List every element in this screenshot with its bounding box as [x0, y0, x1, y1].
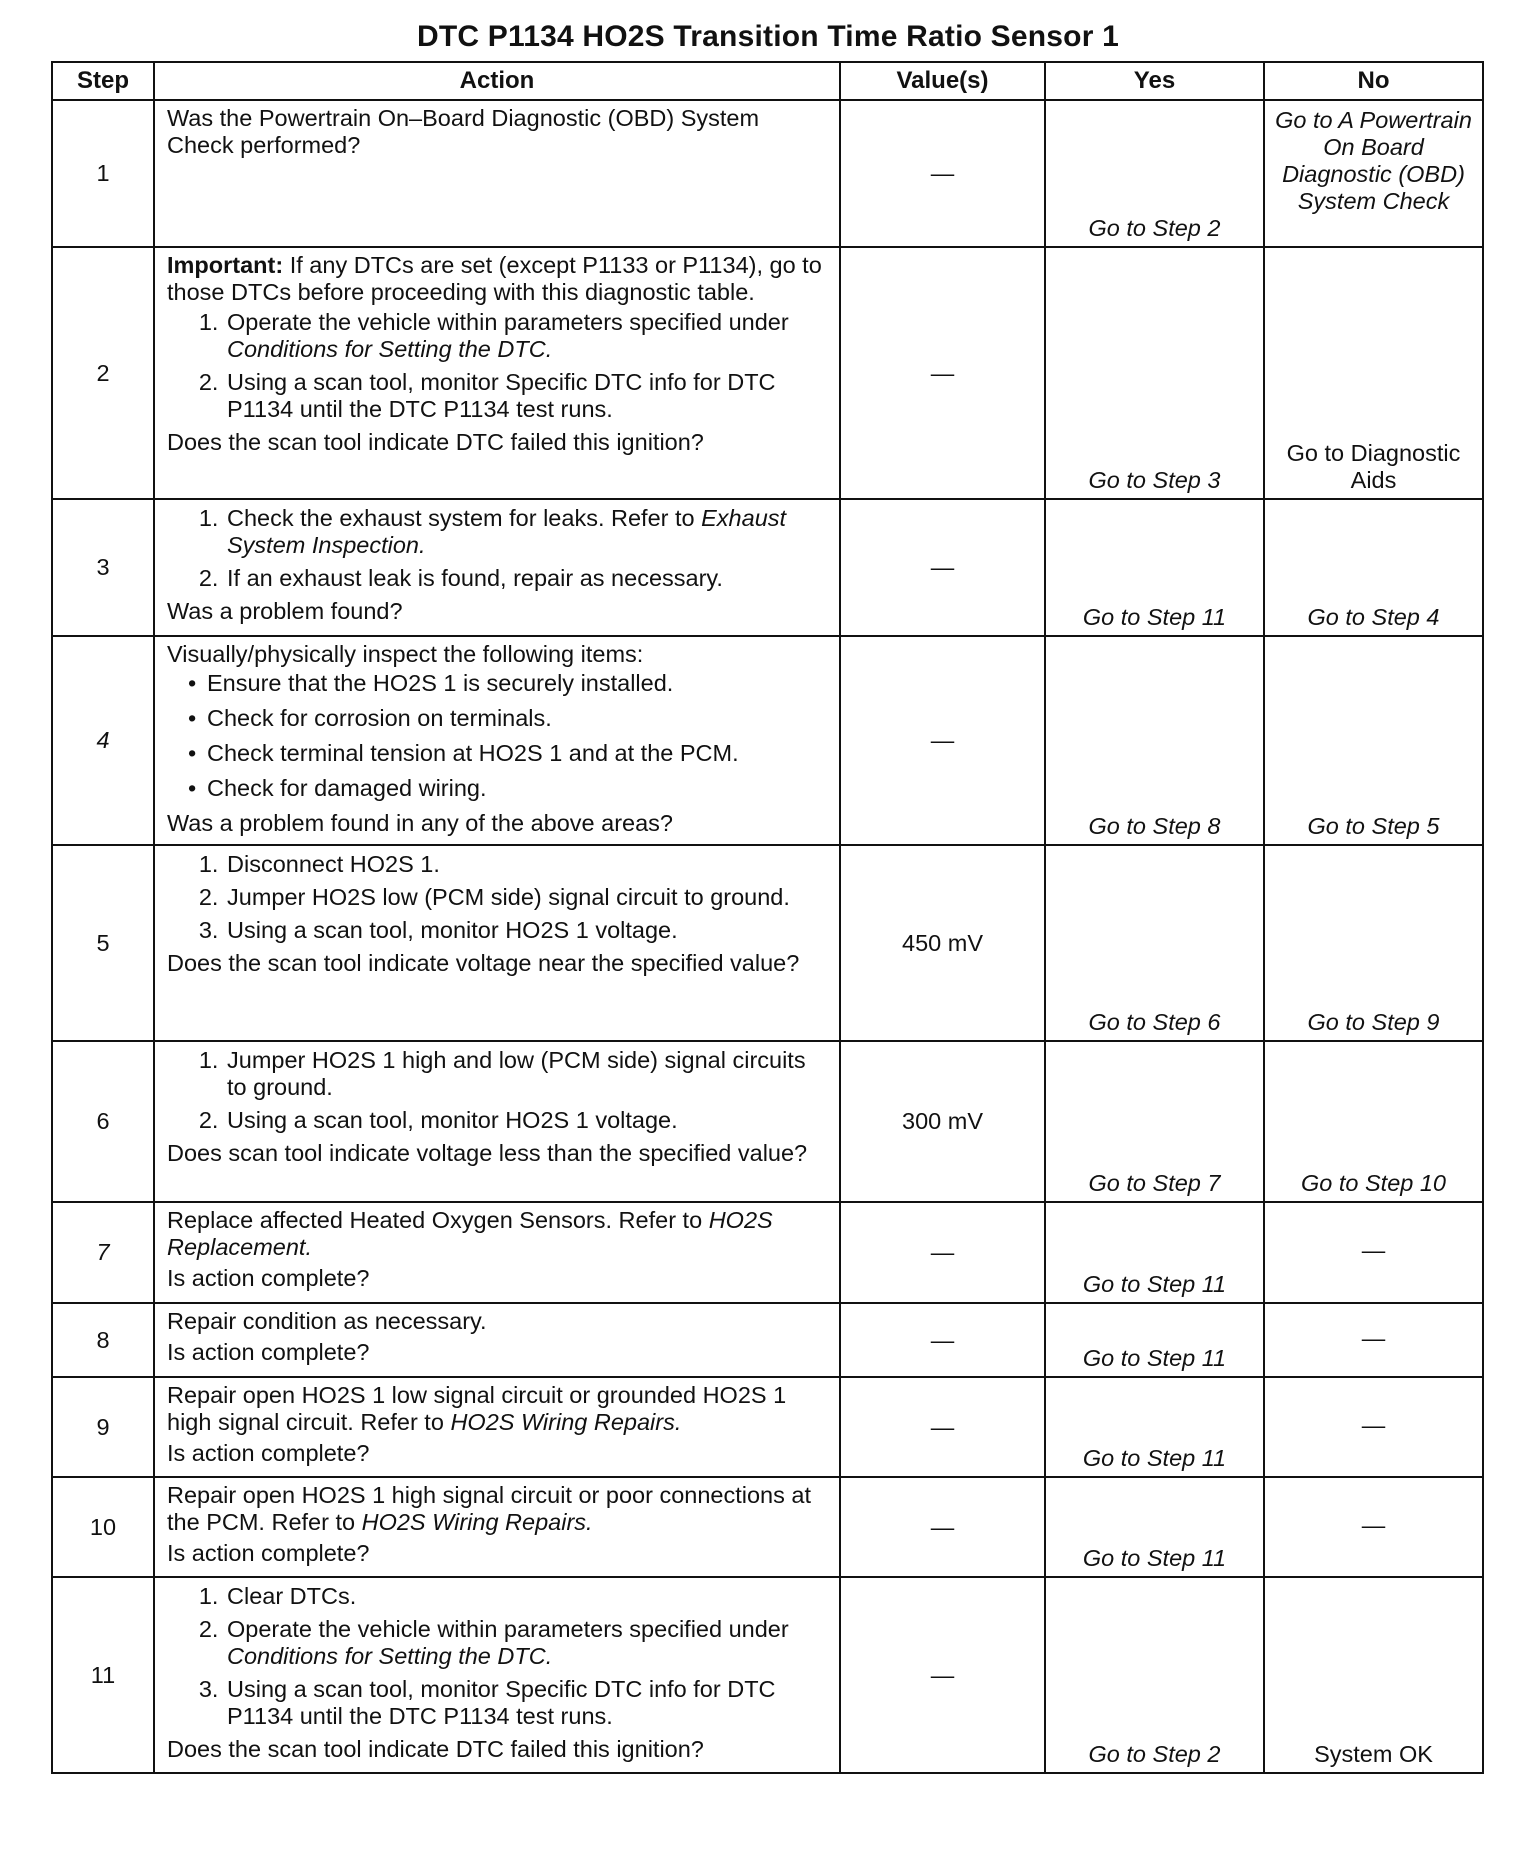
- yes-cell: Go to Step 11: [1045, 1303, 1264, 1377]
- value-cell: 450 mV: [840, 845, 1045, 1041]
- action-text: [167, 1382, 829, 1436]
- yes-cell: Go to Step 8: [1045, 636, 1264, 845]
- value-cell: 300 mV: [840, 1041, 1045, 1202]
- reference-link: HO2S Wiring Repairs.: [361, 1509, 593, 1535]
- header-no: No: [1264, 62, 1483, 100]
- no-cell: Go to Diagnostic Aids: [1264, 247, 1483, 499]
- action-question: Does the scan tool indicate DTC failed this ignition?: [167, 429, 704, 455]
- step-number: 7: [52, 1202, 154, 1303]
- value-cell: —: [840, 636, 1045, 845]
- reference-link: Conditions for Setting the DTC.: [227, 336, 553, 362]
- no-cell: —: [1264, 1303, 1483, 1377]
- value-cell: —: [840, 100, 1045, 247]
- reference-link: HO2S Wiring Repairs.: [450, 1409, 682, 1435]
- step-number: 5: [52, 845, 154, 1041]
- action-cell: [154, 247, 840, 499]
- yes-cell: Go to Step 7: [1045, 1041, 1264, 1202]
- no-cell: Go to Step 10: [1264, 1041, 1483, 1202]
- yes-cell: Go to Step 2: [1045, 1577, 1264, 1773]
- header-step: Step: [52, 62, 154, 100]
- value-cell: —: [840, 1377, 1045, 1477]
- action-step: 1. Disconnect HO2S 1.: [225, 851, 829, 878]
- action-step: 3. Using a scan tool, monitor HO2S 1 voltage.: [225, 917, 829, 944]
- action-question: Was the Powertrain On–Board Diagnostic (OBD) System Check performed?: [167, 105, 760, 158]
- value-cell: —: [840, 1577, 1045, 1773]
- table-row: [52, 1377, 1483, 1477]
- no-cell: Go to Step 4: [1264, 499, 1483, 636]
- inspection-item: • Check for corrosion on terminals.: [207, 705, 829, 732]
- step-number: 9: [52, 1377, 154, 1477]
- action-question: Was a problem found in any of the above areas?: [167, 810, 673, 836]
- diagnostic-table: [51, 61, 1484, 1774]
- action-question: Does scan tool indicate voltage less than the specified value?: [167, 1140, 808, 1166]
- reference-link: Conditions for Setting the DTC.: [227, 1643, 553, 1669]
- value-cell: —: [840, 1202, 1045, 1303]
- action-text-body: Replace affected Heated Oxygen Sensors. Refer to: [167, 1207, 703, 1233]
- table-row: [52, 636, 1483, 845]
- action-step: 2. Using a scan tool, monitor Specific DTC info for DTC P1134 until the DTC P1134 test runs.: [225, 369, 829, 423]
- page-title: DTC P1134 HO2S Transition Time Ratio Sensor 1: [416, 20, 1119, 53]
- header-row: [52, 62, 1483, 100]
- yes-cell: Go to Step 6: [1045, 845, 1264, 1041]
- no-cell: —: [1264, 1477, 1483, 1577]
- action-cell: [154, 1303, 840, 1377]
- inspection-item: • Check for damaged wiring.: [207, 775, 829, 802]
- action-text-body: Repair open HO2S 1 low signal circuit or grounded HO2S 1 high signal circuit. Refer to: [167, 1382, 787, 1435]
- action-step-text: Operate the vehicle within parameters specified under: [227, 309, 789, 335]
- inspection-item: • Ensure that the HO2S 1 is securely installed.: [207, 670, 829, 697]
- reference-link: HO2S Replacement.: [167, 1207, 773, 1260]
- action-text: [167, 1482, 829, 1536]
- table-row: [52, 247, 1483, 499]
- value-cell: —: [840, 499, 1045, 636]
- action-cell: [154, 1377, 840, 1477]
- action-steps: [167, 1047, 829, 1134]
- action-step: 2. Jumper HO2S low (PCM side) signal circuit to ground.: [225, 884, 829, 911]
- action-step: 1. Jumper HO2S 1 high and low (PCM side) signal circuits to ground.: [225, 1047, 829, 1101]
- action-question: Was a problem found?: [167, 598, 403, 624]
- step-number: 1: [52, 100, 154, 247]
- action-cell: [154, 100, 840, 247]
- action-question: Is action complete?: [167, 1440, 370, 1466]
- action-step: [225, 505, 829, 559]
- action-step-text: Operate the vehicle within parameters specified under: [227, 1616, 789, 1642]
- action-text: Repair condition as necessary.: [167, 1308, 487, 1334]
- action-cell: [154, 499, 840, 636]
- action-text-body: Repair open HO2S 1 high signal circuit or poor connections at the PCM. Refer to: [167, 1482, 812, 1535]
- yes-cell: Go to Step 3: [1045, 247, 1264, 499]
- action-cell: [154, 1477, 840, 1577]
- action-step: [225, 309, 829, 363]
- step-number: 4: [52, 636, 154, 845]
- action-cell: [154, 1577, 840, 1773]
- table-row: [52, 1577, 1483, 1773]
- table-row: [52, 1303, 1483, 1377]
- important-text: If any DTCs are set (except P1133 or P1134), go to those DTCs before proceeding with this diagnostic table.: [167, 252, 822, 305]
- no-cell: —: [1264, 1377, 1483, 1477]
- step-number: 2: [52, 247, 154, 499]
- table-row: [52, 1202, 1483, 1303]
- yes-cell: Go to Step 2: [1045, 100, 1264, 247]
- action-step: 2. Using a scan tool, monitor HO2S 1 voltage.: [225, 1107, 829, 1134]
- header-action: Action: [154, 62, 840, 100]
- action-cell: [154, 636, 840, 845]
- step-number: 3: [52, 499, 154, 636]
- action-cell: [154, 1041, 840, 1202]
- header-yes: Yes: [1045, 62, 1264, 100]
- important-label: Important:: [167, 252, 284, 278]
- action-step: 1. Clear DTCs.: [225, 1583, 829, 1610]
- action-step: 2. If an exhaust leak is found, repair as necessary.: [225, 565, 829, 592]
- action-step-text: Check the exhaust system for leaks. Refer to: [227, 505, 695, 531]
- step-number: 10: [52, 1477, 154, 1577]
- action-question: Does the scan tool indicate DTC failed this ignition?: [167, 1736, 704, 1762]
- action-intro: Visually/physically inspect the following items:: [167, 641, 644, 667]
- reference-link: Exhaust System Inspection.: [227, 505, 787, 558]
- action-question: Is action complete?: [167, 1339, 370, 1365]
- action-cell: [154, 1202, 840, 1303]
- yes-cell: Go to Step 11: [1045, 499, 1264, 636]
- no-cell: —: [1264, 1202, 1483, 1303]
- table-row: [52, 1477, 1483, 1577]
- action-steps: [167, 851, 829, 944]
- action-question: Is action complete?: [167, 1540, 370, 1566]
- action-question: Is action complete?: [167, 1265, 370, 1291]
- no-cell: Go to Step 9: [1264, 845, 1483, 1041]
- step-number: 8: [52, 1303, 154, 1377]
- no-cell: System OK: [1264, 1577, 1483, 1773]
- yes-cell: Go to Step 11: [1045, 1477, 1264, 1577]
- important-note: [167, 252, 829, 306]
- action-text: [167, 1207, 829, 1261]
- inspection-list: [167, 670, 829, 802]
- yes-cell: Go to Step 11: [1045, 1202, 1264, 1303]
- header-values: Value(s): [840, 62, 1045, 100]
- no-cell: Go to Step 5: [1264, 636, 1483, 845]
- action-steps: [167, 309, 829, 423]
- no-cell: Go to A Powertrain On Board Diagnostic (OBD) System Check: [1264, 100, 1483, 247]
- step-number: 6: [52, 1041, 154, 1202]
- value-cell: —: [840, 247, 1045, 499]
- action-question: Does the scan tool indicate voltage near the specified value?: [167, 950, 800, 976]
- action-step: 3. Using a scan tool, monitor Specific DTC info for DTC P1134 until the DTC P1134 test runs.: [225, 1676, 829, 1730]
- value-cell: —: [840, 1477, 1045, 1577]
- action-cell: [154, 845, 840, 1041]
- inspection-item: • Check terminal tension at HO2S 1 and at the PCM.: [207, 740, 829, 767]
- yes-cell: Go to Step 11: [1045, 1377, 1264, 1477]
- table-row: [52, 845, 1483, 1041]
- action-step: [225, 1616, 829, 1670]
- table-row: [52, 1041, 1483, 1202]
- table-row: [52, 499, 1483, 636]
- step-number: 11: [52, 1577, 154, 1773]
- action-steps: [167, 505, 829, 592]
- value-cell: —: [840, 1303, 1045, 1377]
- action-steps: [167, 1583, 829, 1730]
- table-row: [52, 100, 1483, 247]
